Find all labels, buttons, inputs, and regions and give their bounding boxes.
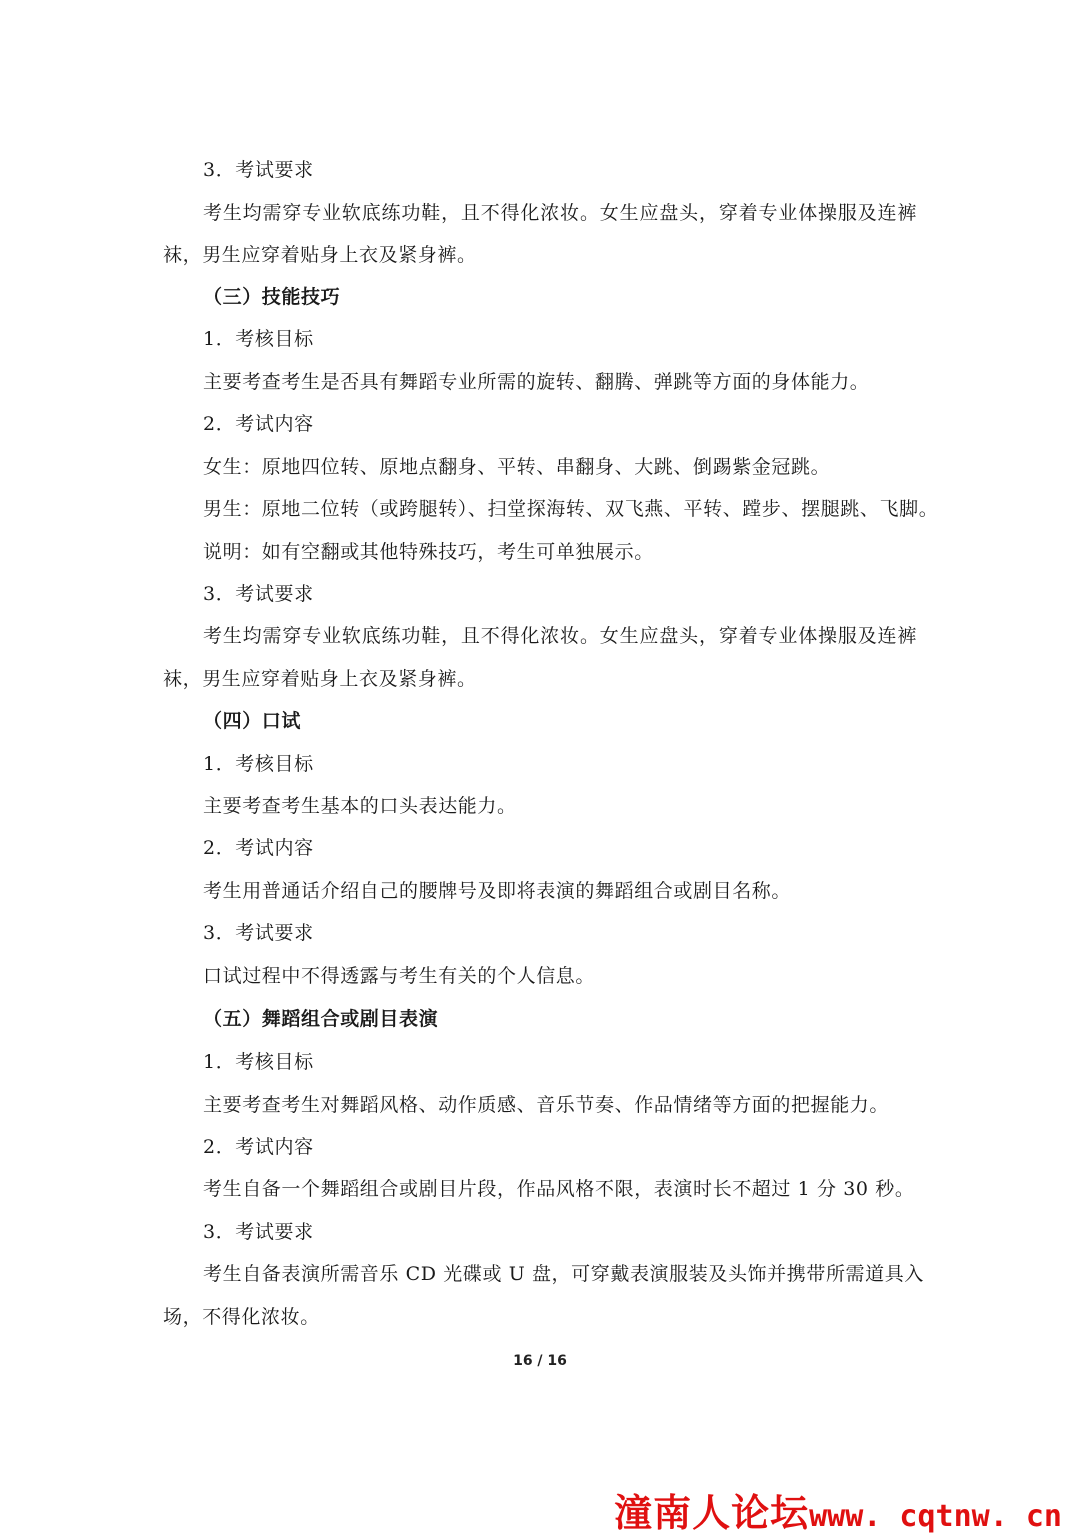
paragraph-line: 男生：原地二位转（或跨腿转）、扫堂探海转、双飞燕、平转、蹚步、摆腿跳、飞脚。 (203, 498, 939, 520)
watermark-url: www. cqtnw. cn (809, 1499, 1062, 1534)
item-number: 2．考试内容 (203, 1136, 314, 1158)
paragraph-line: 女生：原地四位转、原地点翻身、平转、串翻身、大跳、倒踢紫金冠跳。 (203, 456, 831, 478)
page-number: 16 / 16 (513, 1353, 567, 1369)
paragraph-line: 袜，男生应穿着贴身上衣及紧身裤。 (163, 244, 477, 266)
section-heading: （四）口试 (203, 710, 302, 732)
item-number: 2．考试内容 (203, 413, 314, 435)
paragraph-line: 口试过程中不得透露与考生有关的个人信息。 (203, 965, 596, 987)
item-number: 2．考试内容 (203, 837, 314, 859)
section-heading: （三）技能技巧 (203, 286, 341, 308)
paragraph-line: 考生自备表演所需音乐 CD 光碟或 U 盘，可穿戴表演服装及头饰并携带所需道具入 (203, 1263, 924, 1285)
item-number: 3．考试要求 (203, 1221, 314, 1243)
item-number: 1．考核目标 (203, 328, 314, 350)
paragraph-line: 考生均需穿专业软底练功鞋，且不得化浓妆。女生应盘头，穿着专业体操服及连裤 (203, 625, 917, 647)
item-number: 1．考核目标 (203, 753, 314, 775)
watermark-site-name: 潼南人论坛 (614, 1491, 810, 1535)
site-watermark (614, 1482, 1062, 1537)
paragraph-line: 主要考查考生是否具有舞蹈专业所需的旋转、翻腾、弹跳等方面的身体能力。 (203, 371, 870, 393)
paragraph-line: 主要考查考生对舞蹈风格、动作质感、音乐节奏、作品情绪等方面的把握能力。 (203, 1094, 890, 1116)
paragraph-line: 考生均需穿专业软底练功鞋，且不得化浓妆。女生应盘头，穿着专业体操服及连裤 (203, 202, 917, 224)
paragraph-line: 考生用普通话介绍自己的腰牌号及即将表演的舞蹈组合或剧目名称。 (203, 880, 792, 902)
paragraph-line: 说明：如有空翻或其他特殊技巧，考生可单独展示。 (203, 541, 654, 563)
paragraph-line: 主要考查考生基本的口头表达能力。 (203, 795, 517, 817)
item-number: 3．考试要求 (203, 922, 314, 944)
section-heading: （五）舞蹈组合或剧目表演 (203, 1008, 439, 1030)
item-number: 3．考试要求 (203, 159, 314, 181)
paragraph-line: 场，不得化浓妆。 (163, 1306, 320, 1328)
item-number: 1．考核目标 (203, 1051, 314, 1073)
item-number: 3．考试要求 (203, 583, 314, 605)
paragraph-line: 袜，男生应穿着贴身上衣及紧身裤。 (163, 668, 477, 690)
paragraph-line: 考生自备一个舞蹈组合或剧目片段，作品风格不限，表演时长不超过 1 分 30 秒。 (203, 1178, 915, 1200)
